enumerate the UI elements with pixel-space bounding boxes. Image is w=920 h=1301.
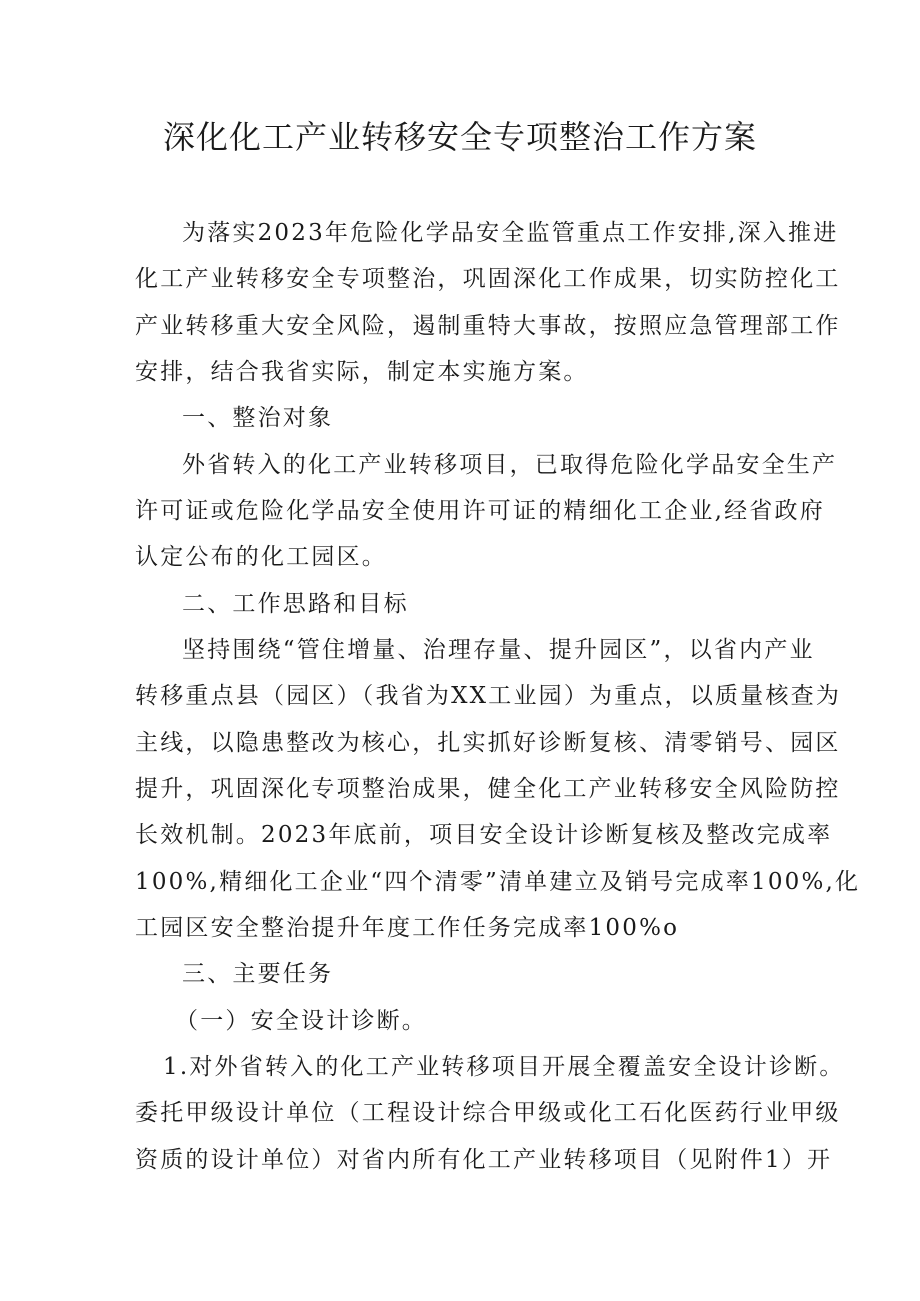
paragraph-line: 工园区安全整治提升年度工作任务完成率100%o bbox=[135, 915, 680, 941]
paragraph-line: 外省转入的化工产业转移项目，已取得危险化学品安全生产 bbox=[182, 452, 838, 478]
subsection-heading: （一）安全设计诊断。 bbox=[175, 1008, 427, 1034]
paragraph-line: 长效机制。2023年底前，项目安全设计诊断复核及整改完成率 bbox=[135, 822, 833, 848]
paragraph-line: 许可证或危险化学品安全使用许可证的精细化工企业,经省政府 bbox=[135, 498, 825, 524]
paragraph-line: 提升，巩固深化专项整治成果，健全化工产业转移安全风险防控 bbox=[135, 776, 841, 802]
paragraph-line: 为落实2023年危险化学品安全监管重点工作安排,深入推进 bbox=[182, 220, 839, 246]
paragraph-line: 产业转移重大安全风险，遏制重特大事故，按照应急管理部工作 bbox=[135, 313, 841, 339]
paragraph-line: 主线，以隐患整改为核心，扎实抓好诊断复核、清零销号、园区 bbox=[135, 730, 841, 756]
section-heading: 一、整治对象 bbox=[182, 405, 334, 431]
paragraph-line: 100%,精细化工企业“四个清零”清单建立及销号完成率100%,化 bbox=[135, 869, 861, 895]
paragraph-line: 转移重点县（园区）（我省为XX工业园）为重点，以质量核查为 bbox=[135, 683, 842, 709]
paragraph-line: 资质的设计单位）对省内所有化工产业转移项目（见附件1）开 bbox=[135, 1147, 833, 1173]
paragraph-line: 化工产业转移安全专项整治，巩固深化工作成果，切实防控化工 bbox=[135, 266, 841, 292]
section-heading: 三、主要任务 bbox=[182, 961, 334, 987]
paragraph-line: 认定公布的化工园区。 bbox=[135, 544, 387, 570]
paragraph-line: 1.对外省转入的化工产业转移项目开展全覆盖安全设计诊断。 bbox=[163, 1054, 845, 1080]
paragraph-line: 安排，结合我省实际，制定本实施方案。 bbox=[135, 359, 589, 385]
document-title: 深化化工产业转移安全专项整治工作方案 bbox=[162, 118, 757, 156]
section-heading: 二、工作思路和目标 bbox=[182, 591, 409, 617]
paragraph-line: 委托甲级设计单位（工程设计综合甲级或化工石化医药行业甲级 bbox=[135, 1100, 841, 1126]
paragraph-line: 坚持围绕“管住增量、治理存量、提升园区”，以省内产业 bbox=[182, 637, 815, 663]
